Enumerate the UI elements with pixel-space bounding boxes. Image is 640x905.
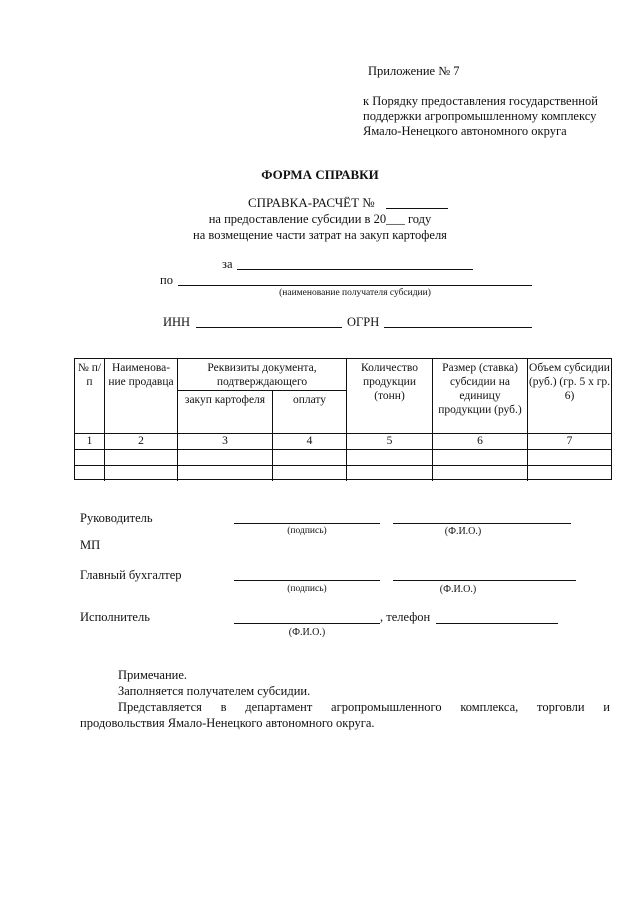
cert-title: СПРАВКА-РАСЧЁТ № bbox=[248, 195, 375, 210]
appendix-to-line3: Ямало-Ненецкого автономного округа bbox=[363, 124, 567, 138]
inn-label: ИНН bbox=[163, 315, 191, 329]
phone-label: , телефон bbox=[380, 610, 431, 624]
head-fio-line bbox=[393, 523, 571, 524]
recipient-line bbox=[178, 285, 532, 286]
col-rate-header: Размер (ставка) субсидии на единицу продукции (руб.) bbox=[438, 362, 522, 416]
col-number-3: 3 bbox=[222, 435, 228, 447]
note-line3: продовольствия Ямало-Ненецкого автономного округа. bbox=[80, 716, 375, 730]
col-doc-purchase-header: закуп картофеля bbox=[184, 394, 266, 406]
col-number-7: 7 bbox=[566, 435, 573, 447]
col-num-header: № п/п bbox=[77, 362, 102, 388]
head-sign-caption: (подпись) bbox=[287, 526, 327, 536]
note-title: Примечание. bbox=[118, 668, 188, 682]
col-seller-header: Наименова-ние продавца bbox=[108, 362, 174, 388]
cert-number-line bbox=[386, 208, 448, 209]
subsidy-table bbox=[74, 358, 612, 480]
executor-fio-caption: (Ф.И.О.) bbox=[288, 627, 326, 638]
ogrn-label: ОГРН bbox=[347, 315, 380, 329]
col-number-4: 4 bbox=[306, 435, 313, 447]
executor-label: Исполнитель bbox=[80, 610, 150, 624]
recipient-caption: (наименование получателя субсидии) bbox=[279, 288, 431, 298]
col-number-6: 6 bbox=[477, 435, 483, 447]
phone-line bbox=[436, 623, 558, 624]
head-sign-line bbox=[234, 523, 380, 524]
cert-subtitle-line2: на предоставление субсидии в 20___ году bbox=[208, 212, 432, 226]
form-title: ФОРМА СПРАВКИ bbox=[261, 167, 379, 182]
executor-fio-line bbox=[234, 623, 380, 624]
accountant-fio-line bbox=[393, 580, 576, 581]
appendix-to-line2: поддержки агропромышленному комплексу bbox=[363, 109, 597, 123]
appendix-number: Приложение № 7 bbox=[368, 64, 460, 78]
col-number-5: 5 bbox=[386, 435, 393, 447]
accountant-sign-caption: (подпись) bbox=[287, 584, 327, 594]
for-label: за bbox=[222, 257, 233, 271]
inn-line bbox=[196, 327, 342, 328]
col-number-2: 2 bbox=[138, 435, 144, 447]
col-doc-payment-header: оплату bbox=[292, 394, 327, 406]
accountant-fio-caption: (Ф.И.О.) bbox=[439, 584, 477, 595]
accountant-sign-line bbox=[234, 580, 380, 581]
accountant-label: Главный бухгалтер bbox=[80, 568, 182, 582]
for-period-line bbox=[237, 269, 473, 270]
col-doc-group-header: Реквизиты документа, подтверждающего bbox=[207, 362, 317, 388]
head-label: Руководитель bbox=[80, 511, 153, 525]
col-number-1: 1 bbox=[86, 435, 93, 447]
cert-subtitle-line3: на возмещение части затрат на закуп картофеля bbox=[193, 228, 447, 242]
ogrn-line bbox=[384, 327, 532, 328]
head-fio-caption: (Ф.И.О.) bbox=[444, 526, 482, 537]
col-volume-header: Объем субсидии (руб.) (гр. 5 х гр. 6) bbox=[528, 362, 611, 402]
mp-label: МП bbox=[80, 538, 101, 552]
appendix-to-line1: к Порядку предоставления государственной bbox=[363, 94, 598, 108]
by-label: по bbox=[160, 273, 173, 287]
note-line2: Представляется в департамент агропромышленного комплекса, торговли и bbox=[118, 700, 610, 714]
col-quantity-header: Количество продукции (тонн) bbox=[361, 362, 418, 402]
note-line1: Заполняется получателем субсидии. bbox=[118, 684, 311, 698]
